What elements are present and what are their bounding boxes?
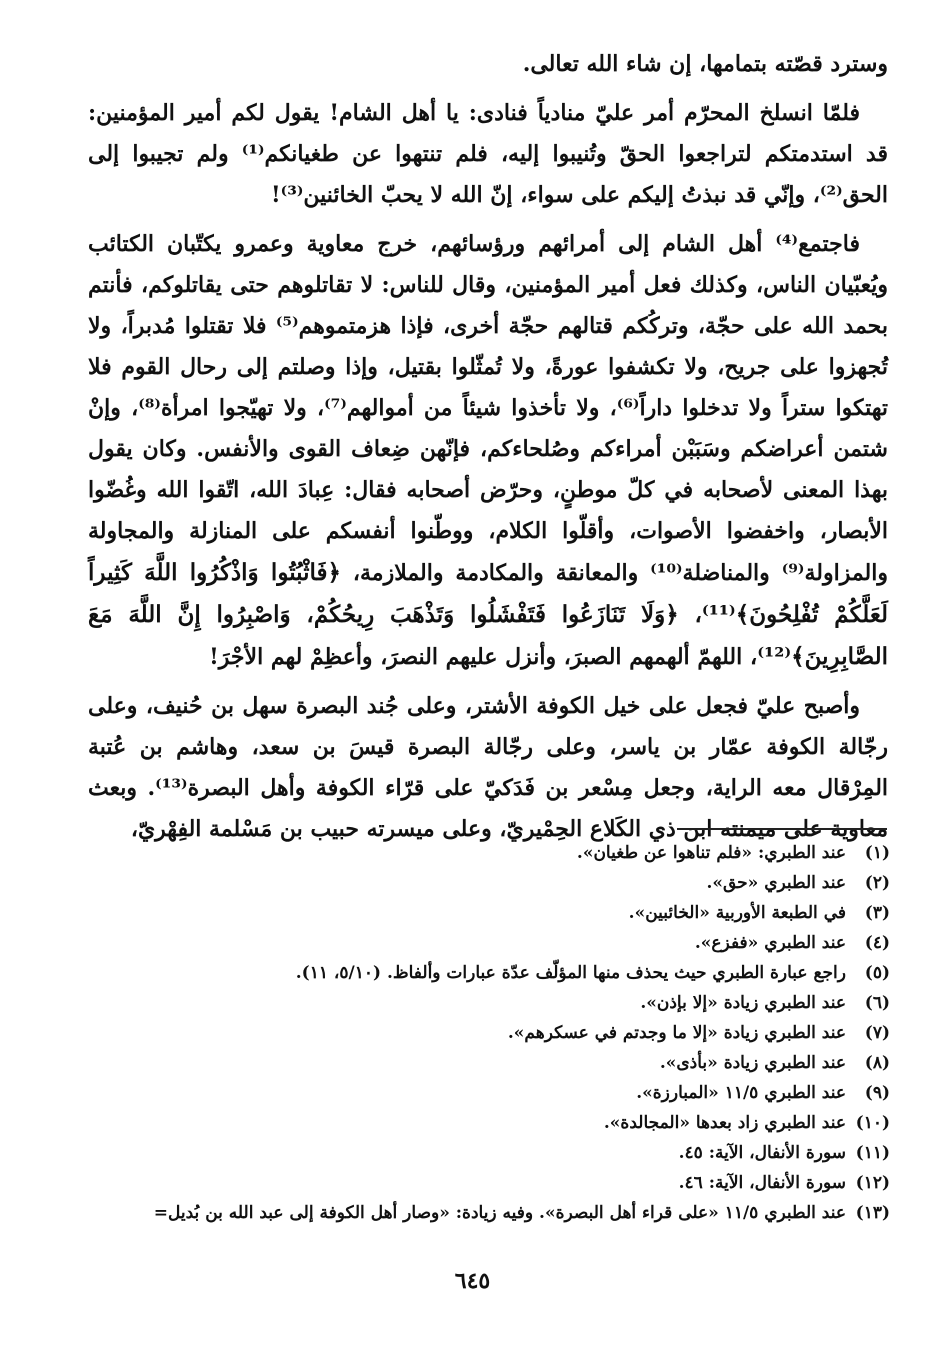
paragraph-3 bbox=[88, 224, 888, 678]
footnote-13 bbox=[60, 1198, 890, 1228]
footnote-4 bbox=[60, 928, 890, 958]
footnote-text: راجع عبارة الطبري حيث يحذف منها المؤلّف عدّة عبارات وألفاظ. (٥/١٠، ١١). bbox=[295, 963, 846, 983]
paragraph-4: وأصبح عليّ فجعل على خيل الكوفة الأشتر، وعلى جُند البصرة سهل بن حُنيف، وعلى رجّالة الكوفة عمّار بن ياسر، وعلى رجّالة البصرة قيسَ بن سعد، وهاشم بن عُتبة المِرْقال معه الراية، وجعل مِسْعر بن فَدَكيّ على قرّاء الكوفة وأهل البصرة⁽¹³⁾. وبعث معاوية على ميمنته ابن ذي الكَلاع الحِمْيريّ، وعلى ميسرته حبيب بن مَسْلمة الفِهْريّ، bbox=[88, 693, 889, 842]
footnote-number: (٩) bbox=[864, 1083, 890, 1103]
footnote-number: (١٠) bbox=[855, 1113, 890, 1133]
footnote-text: عند الطبري ١١/٥ «على قراء أهل البصرة». وفيه زيادة: «وصار أهل الكوفة إلى عبد الله بن بُديل= bbox=[153, 1203, 846, 1223]
footnote-number: (٨) bbox=[864, 1053, 890, 1073]
page-number: ٦٤٥ bbox=[454, 1268, 491, 1294]
paragraph-3-text: فاجتمع⁽⁴⁾ أهل الشام إلى أمرائهم ورؤسائهم، خرج معاوية وعمرو يكتّبان الكتائب ويُعبّيان الناس، وكذلك فعل أمير المؤمنين، وقال للناس: لا تقاتلوهم حتى يقاتلوكم، فأنتم بحمد الله على حجّة، وتركُكم قتالهم حجّة أخرى، فإذا هزمتموهم⁽⁵⁾ فلا تقتلوا مُدبراً، ولا تُجهزوا على جريح، ولا تكشفوا عورةً، ولا تُمثّلوا بقتيل، وإذا وصلتم إلى رحال القوم فلا تهتكوا ستراً ولا تدخلوا داراً⁽⁶⁾، ولا تأخذوا شيئاً من أموالهم⁽⁷⁾، ولا تهيّجوا امرأة⁽⁸⁾، وإنْ شتمن أعراضكم وسَبَبْن أمراءكم وصُلحاءكم، فإنّهن ضِعاف القوى والأنفس. وكان يقول بهذا المعنى لأصحابه في كلّ موطنٍ، وحرّض أصحابه فقال: عِبادَ الله، اتّقوا الله وغُضّوا الأبصار، واخفضوا الأصوات، وأقلّوا الكلام، ووطّنوا أنفسكم على المنازلة والمجاولة والمزاولة⁽⁹⁾ والمناضلة⁽¹⁰⁾ والمعانقة والمكادمة والملازمة، bbox=[88, 231, 889, 586]
footnote-number: (١) bbox=[864, 843, 890, 863]
paragraph-1: وسترد قصّته بتمامها، إن شاء الله تعالى. bbox=[522, 51, 888, 77]
footnote-9 bbox=[60, 1078, 890, 1108]
footnotes bbox=[60, 838, 890, 1228]
footnote-number: (١٣) bbox=[855, 1203, 890, 1223]
footnote-8 bbox=[60, 1048, 890, 1078]
paragraph-2: فلمّا انسلخ المحرّم أمر عليّ منادياً فنادى: يا أهل الشام! يقول لكم أمير المؤمنين: قد استدمتكم لتراجعوا الحقّ وتُنيبوا إليه، فلم تنتهوا عن طغيانكم⁽¹⁾ ولم تجيبوا إلى الحق⁽²⁾، وإنّي قد نبذتُ إليكم على سواء، إنّ الله لا يحبّ الخائنين⁽³⁾! bbox=[88, 100, 888, 208]
footnote-text: عند الطبري «حق». bbox=[706, 873, 846, 893]
footnote-text: عند الطبري: «فلم تناهوا عن طغيان». bbox=[576, 843, 846, 863]
footnote-1 bbox=[60, 838, 890, 868]
footnote-number: (٦) bbox=[864, 993, 890, 1013]
footnote-text: في الطبعة الأوربية «الخائبين». bbox=[628, 903, 846, 923]
footnote-text: عند الطبري زيادة «بأذى». bbox=[659, 1053, 846, 1073]
footnote-separator bbox=[677, 828, 887, 830]
footnote-10 bbox=[60, 1108, 890, 1138]
footnote-12 bbox=[60, 1168, 890, 1198]
footnote-11 bbox=[60, 1138, 890, 1168]
footnote-number: (١١) bbox=[855, 1143, 890, 1163]
footnote-text: عند الطبري «ففزع». bbox=[694, 933, 846, 953]
footnote-number: (٢) bbox=[864, 873, 890, 893]
footnote-text: عند الطبري زيادة «إلا ما وجدتم في عسكرهم». bbox=[507, 1023, 846, 1043]
footnote-2 bbox=[60, 868, 890, 898]
footnote-text: عند الطبري ١١/٥ «المبارزة». bbox=[636, 1083, 846, 1103]
footnote-number: (١٢) bbox=[855, 1173, 890, 1193]
footnote-5 bbox=[60, 958, 890, 988]
footnote-text: سورة الأنفال، الآية: ٤٦. bbox=[678, 1173, 846, 1193]
footnote-number: (٧) bbox=[864, 1023, 890, 1043]
footnote-text: سورة الأنفال، الآية: ٤٥. bbox=[678, 1143, 846, 1163]
quran-verses: ﴿فَاثْبُتُوا وَاذْكُرُوا اللَّهَ كَثِيراً لَعَلَّكُمْ تُفْلِحُونَ﴾⁽¹¹⁾، ﴿وَلَا تَنَازَعُوا فَتَفْشَلُوا وَتَذْهَبَ رِيحُكُمْ، وَاصْبِرُوا إِنَّ اللَّهَ مَعَ الصَّابِرِينَ﴾⁽¹²⁾، bbox=[88, 559, 888, 670]
footnote-6 bbox=[60, 988, 890, 1018]
footnote-7 bbox=[60, 1018, 890, 1048]
footnote-text: عند الطبري زاد بعدها «المجالدة». bbox=[603, 1113, 846, 1133]
footnote-text: عند الطبري زيادة «إلا بإذن». bbox=[640, 993, 846, 1013]
footnote-number: (٤) bbox=[864, 933, 890, 953]
footnote-number: (٣) bbox=[864, 903, 890, 923]
footnote-3 bbox=[60, 898, 890, 928]
main-text bbox=[88, 44, 888, 858]
footnote-number: (٥) bbox=[864, 963, 890, 983]
prayer-text: اللهمّ ألهمهم الصبرَ، وأنزل عليهم النصرَ، وأعظِمْ لهم الأجْرَ! bbox=[209, 644, 743, 670]
